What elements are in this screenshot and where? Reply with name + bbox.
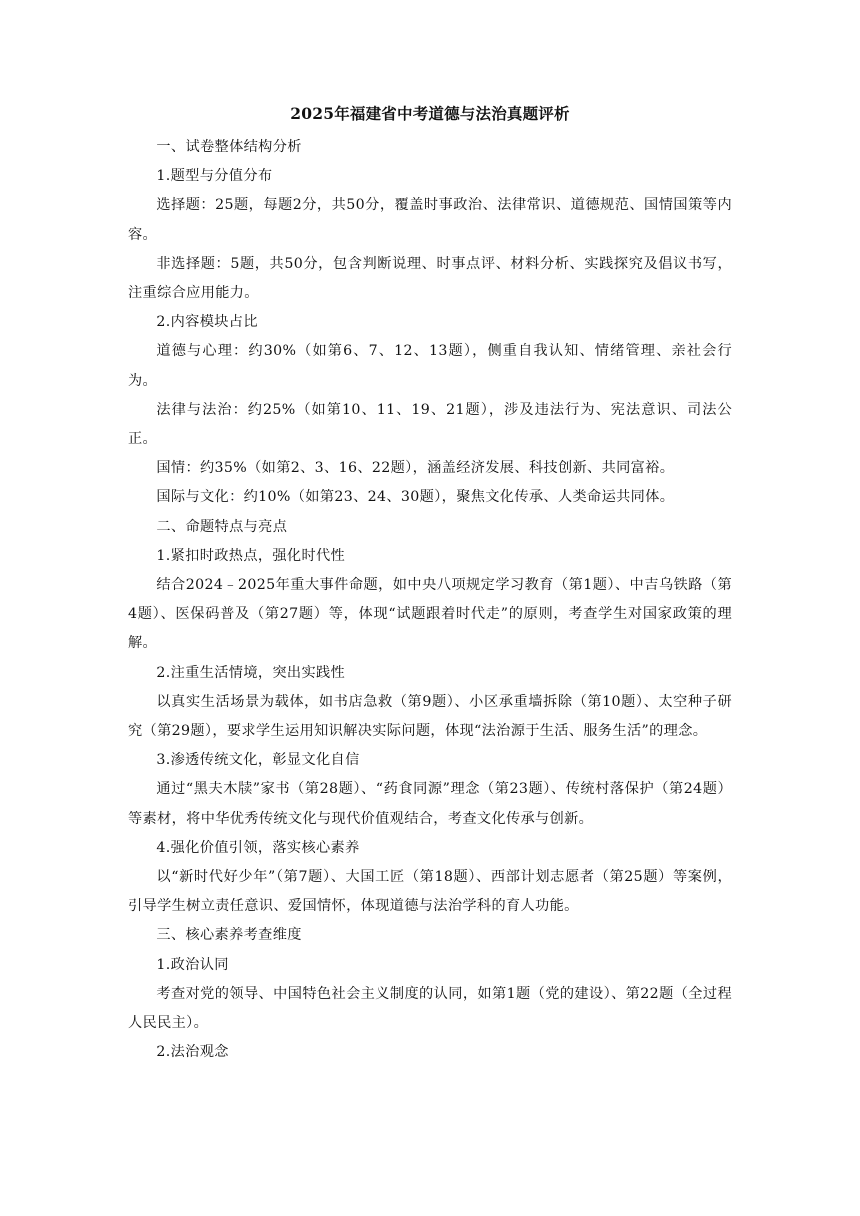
paragraph-value-guidance: 以“新时代好少年”（第7题）、大国工匠（第18题）、西部计划志愿者（第25题）等案例，引导学生树立责任意识、爱国情怀，体现道德与法治学科的育人功能。 [128, 869, 732, 915]
paragraph-morality-psychology: 道德与心理：约30%（如第6、7、12、13题），侧重自我认知、情绪管理、亲社会行为。 [128, 343, 732, 389]
subheading-question-types: 1.题型与分值分布 [156, 168, 273, 185]
subheading-political-identity: 1.政治认同 [156, 956, 229, 973]
paragraph-current-affairs: 结合2024﹣2025年重大事件命题，如中央八项规定学习教育（第1题）、中吉乌铁路（第4题）、医保码普及（第27题）等，体现“试题跟着时代走”的原则，考查学生对国家政策的理解。 [128, 577, 732, 652]
subheading-traditional-culture: 3.渗透传统文化，彰显文化自信 [156, 752, 360, 769]
paragraph-international-culture: 国际与文化：约10%（如第23、24、30题），聚焦文化传承、人类命运共同体。 [156, 489, 675, 506]
paragraph-life-situations: 以真实生活场景为载体，如书店急救（第9题）、小区承重墙拆除（第10题）、太空种子研究（第29题），要求学生运用知识解决实际问题，体现“法治源于生活、服务生活”的理念。 [128, 693, 732, 740]
paragraph-political-identity: 考查对党的领导、中国特色社会主义制度的认同，如第1题（党的建设）、第22题（全过程人民民主）。 [128, 985, 732, 1032]
section-heading-structure: 一、试卷整体结构分析 [156, 139, 302, 155]
section-heading-core-literacy: 三、核心素养考查维度 [156, 927, 302, 944]
subheading-current-affairs: 1.紧扣时政热点，强化时代性 [156, 547, 346, 564]
subheading-rule-of-law: 2.法治观念 [156, 1044, 229, 1061]
subheading-value-guidance: 4.强化价值引领，落实核心素养 [156, 839, 360, 856]
subheading-content-modules: 2.内容模块占比 [156, 314, 258, 331]
paragraph-national-conditions: 国情：约35%（如第2、3、16、22题），涵盖经济发展、科技创新、共同富裕。 [156, 460, 675, 477]
paragraph-non-choice-questions: 非选择题：5题，共50分，包含判断说理、时事点评、材料分析、实践探究及倡议书写，注重综合应用能力。 [128, 255, 732, 302]
paragraph-traditional-culture: 通过“黑夫木牍”家书（第28题）、“药食同源”理念（第23题）、传统村落保护（第24题）等素材，将中华优秀传统文化与现代价值观结合，考查文化传承与创新。 [128, 781, 732, 827]
section-heading-features: 二、命题特点与亮点 [156, 518, 288, 535]
document-title: 2025年福建省中考道德与法治真题评析 [290, 104, 570, 123]
paragraph-choice-questions: 选择题：25题，每题2分，共50分，覆盖时事政治、法律常识、道德规范、国情国策等内容。 [128, 197, 732, 243]
subheading-life-situations: 2.注重生活情境，突出实践性 [156, 664, 346, 681]
paragraph-law: 法律与法治：约25%（如第10、11、19、21题），涉及违法行为、宪法意识、司法公正。 [128, 401, 732, 448]
